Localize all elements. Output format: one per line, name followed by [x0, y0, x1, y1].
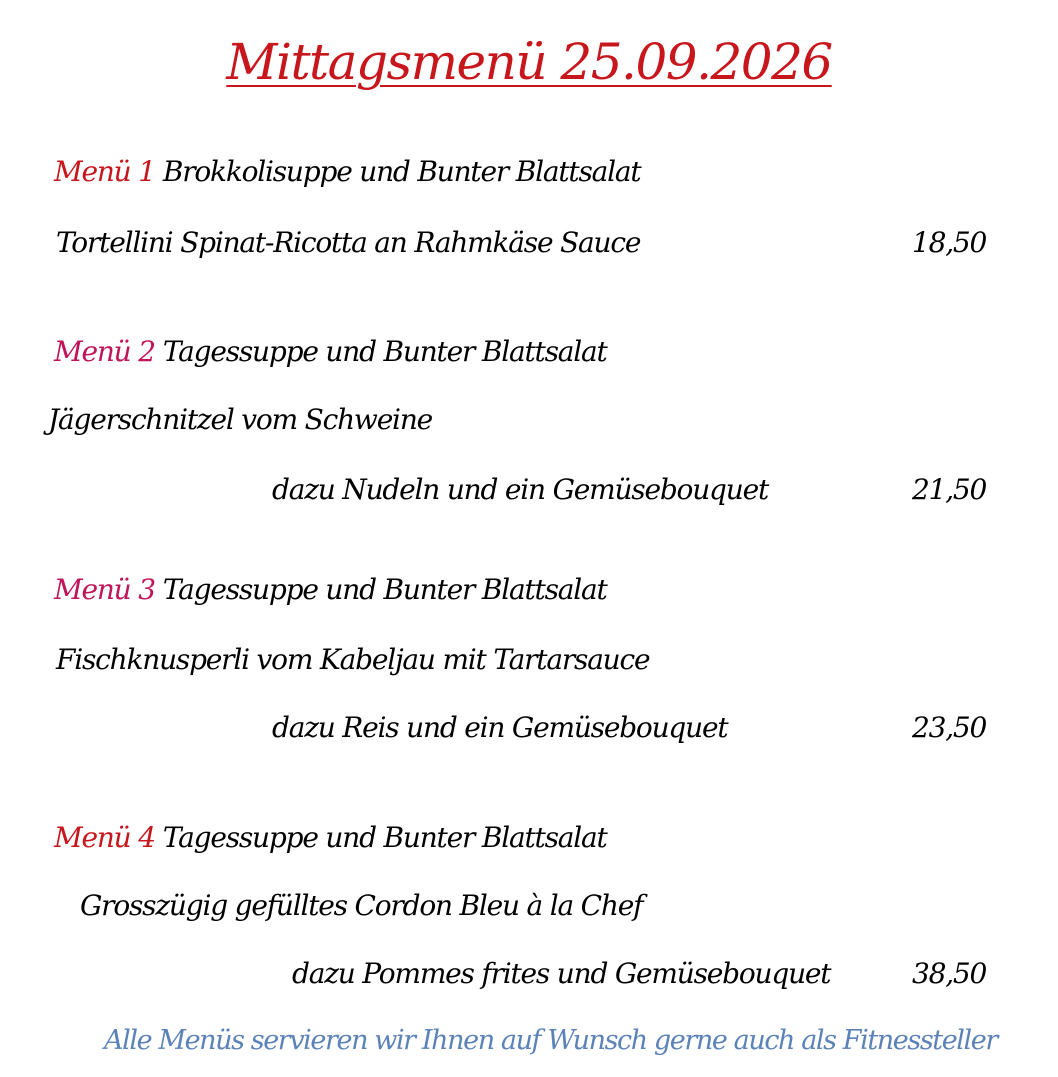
- menu-3-label: Menü 3: [54, 573, 155, 606]
- menu-2-side: dazu Nudeln und ein Gemüsebouquet: [272, 473, 769, 506]
- menu-2-price: 21,50: [912, 473, 987, 506]
- menu-1-price: 18,50: [912, 226, 987, 259]
- menu-1-label: Menü 1: [54, 155, 155, 188]
- menu-2-main: Jägerschnitzel vom Schweine: [48, 403, 433, 436]
- menu-4-price: 38,50: [912, 957, 987, 990]
- menu-1-starter: Brokkolisuppe und Bunter Blattsalat: [162, 155, 641, 188]
- menu-3-main: Fischknusperli vom Kabeljau mit Tartarsauce: [56, 643, 650, 676]
- menu-4-label: Menü 4: [54, 821, 155, 854]
- menu-3-starter: Tagessuppe und Bunter Blattsalat: [162, 573, 607, 606]
- menu-2-starter-line: [54, 334, 607, 370]
- menu-2-starter: Tagessuppe und Bunter Blattsalat: [162, 335, 607, 368]
- page-title: Mittagsmenü 25.09.2026: [226, 33, 832, 91]
- menu-4-side: dazu Pommes frites und Gemüsebouquet: [292, 957, 831, 990]
- menu-4-main: Grosszügig gefülltes Cordon Bleu à la Chef: [80, 889, 643, 922]
- menu-2-label: Menü 2: [54, 335, 155, 368]
- menu-1-main: Tortellini Spinat-Ricotta an Rahmkäse Sauce: [56, 226, 641, 259]
- menu-1-starter-line: [54, 154, 640, 190]
- menu-3-price: 23,50: [912, 711, 987, 744]
- menu-3-starter-line: [54, 572, 607, 608]
- fitness-plate-note: Alle Menüs servieren wir Ihnen auf Wunsch gerne auch als Fitnessteller: [104, 1025, 997, 1056]
- menu-3-side: dazu Reis und ein Gemüsebouquet: [272, 711, 728, 744]
- menu-4-starter: Tagessuppe und Bunter Blattsalat: [162, 821, 607, 854]
- menu-4-starter-line: [54, 820, 607, 856]
